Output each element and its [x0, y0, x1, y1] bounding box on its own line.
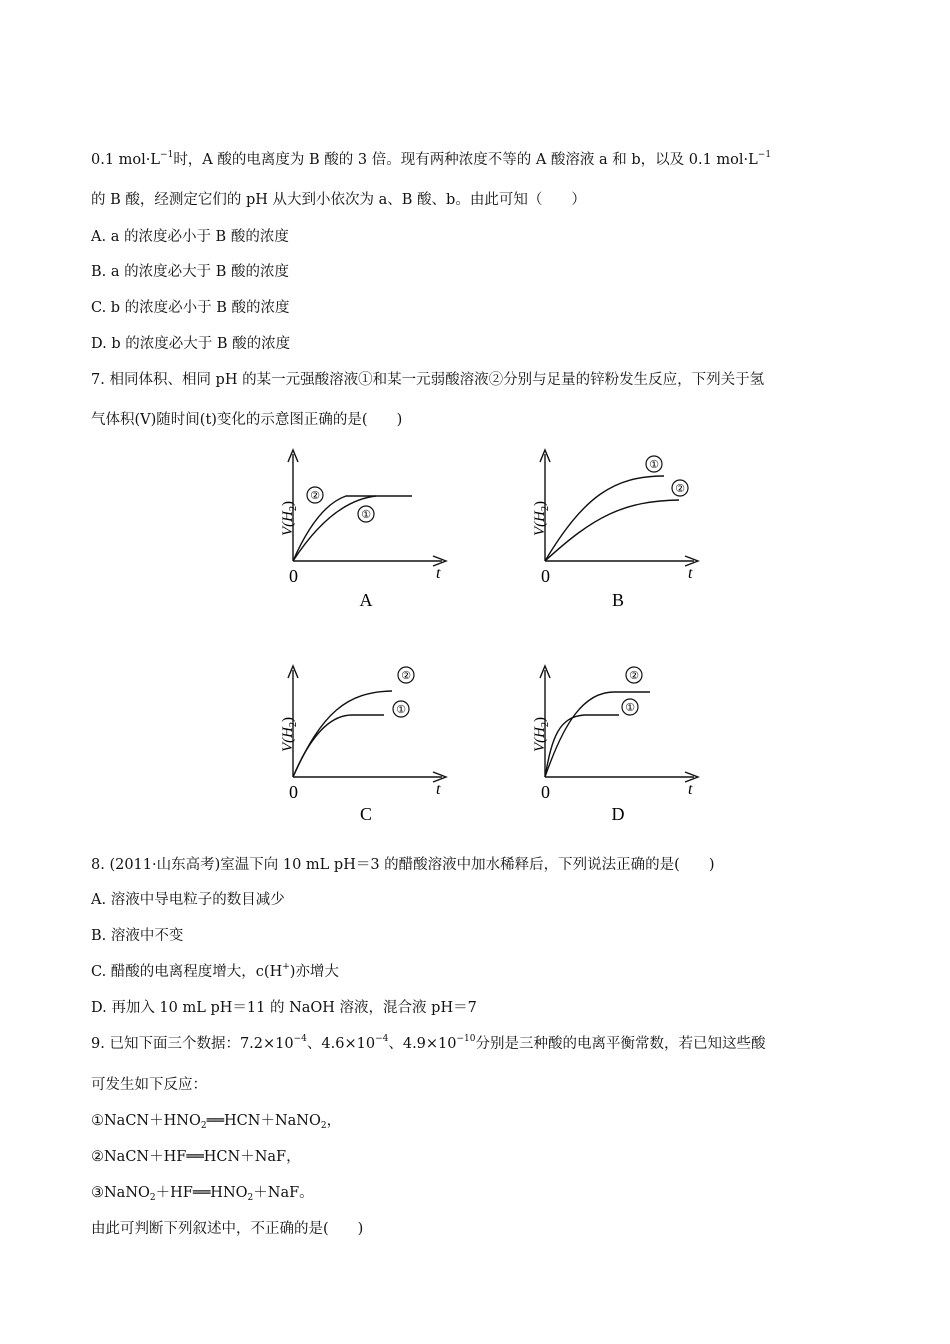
graph-b-origin: 0	[541, 566, 550, 586]
q8-option-b: B. 溶液中不变	[91, 928, 184, 944]
q9-final-question: 由此可判断下列叙述中，不正确的是( )	[91, 1221, 364, 1237]
q7-stem-line-1: 7. 相同体积、相同 pH 的某一元强酸溶液①和某一元弱酸溶液②分别与足量的锌粉发生反应，下列关于氢	[91, 372, 765, 388]
graph-a-label-1: ①	[361, 508, 371, 521]
q6-option-a: A. a 的浓度必小于 B 酸的浓度	[91, 229, 289, 245]
graph-c-title: C	[359, 804, 373, 824]
graph-a	[262, 446, 452, 616]
q6-line-1: 0.1 $mol\cdot L^{-1}$时，A 酸的电离度为 B 酸的 3 倍。现有两种浓度不等的 A 酸溶液 a 和 b，以及 0.1 $mol\cdot L^{-1}$	[91, 150, 772, 168]
graph-d-title: D	[611, 804, 625, 824]
q9-reaction-3: $③NaNO_2+HF══HNO_2+NaF$。	[91, 1185, 314, 1203]
graph-c-curve-1	[293, 715, 384, 777]
graph-d-origin: 0	[541, 782, 550, 802]
graph-a-x-label: t	[436, 565, 441, 582]
graph-c-origin: 0	[289, 782, 298, 802]
q9-reaction-2: ②NaCN＋HF══HCN＋NaF，	[91, 1149, 301, 1165]
graph-d-x-label: t	[688, 781, 693, 798]
graph-c-x-label: t	[436, 781, 441, 798]
graph-d	[514, 662, 704, 832]
graph-c-y-label: $V(H_2)$	[280, 717, 299, 752]
q9-stem-line-2: 可发生如下反应：	[91, 1077, 207, 1093]
graph-b-axes	[540, 450, 698, 566]
q8-option-a: A. 溶液中导电粒子的数目减少	[91, 892, 285, 908]
q6-option-d: D. b 的浓度必大于 B 酸的浓度	[91, 336, 291, 352]
graph-c-label-2: ②	[401, 669, 411, 682]
q8-stem: 8. (2011·山东高考)室温下向 10 mL pH＝3 的醋酸溶液中加水稀释后，下列说法正确的是( )	[91, 857, 715, 873]
graph-a-curve-1	[293, 496, 376, 561]
graph-b-label-2: ②	[675, 482, 685, 495]
graph-a-title: A	[359, 590, 373, 610]
graph-d-curve-1	[545, 715, 619, 777]
graph-a-curve-2	[293, 496, 412, 561]
graph-d-label-1: ①	[625, 701, 635, 714]
graph-d-label-2: ②	[629, 669, 639, 682]
graph-a-y-label: $V(H_2)$	[280, 501, 299, 536]
q9-reaction-1: $①NaCN+HNO_2══HCN+NaNO_2$，	[91, 1113, 342, 1131]
q9-stem-line-1: 9. 已知下面三个数据：$7.2\times 10^{-4}$、$4.6\times 10^{-4}$、$4.9\times 10^{-10}$分别是三种酸的电离平衡常数，若已知这些酸	[91, 1034, 766, 1052]
graph-a-label-2: ②	[310, 489, 320, 502]
graph-b-curve-1	[545, 476, 664, 561]
graph-c-label-1: ①	[396, 703, 406, 716]
q6-line-2: 的 B 酸，经测定它们的 pH 从大到小依次为 a、B 酸、b。由此可知（ ）	[91, 192, 586, 208]
q6-option-b: B. a 的浓度必大于 B 酸的浓度	[91, 264, 290, 280]
q6-option-c: C. b 的浓度必小于 B 酸的浓度	[91, 300, 290, 316]
graph-b	[514, 446, 704, 616]
graph-a-origin: 0	[289, 566, 298, 586]
graph-d-y-label: $V(H_2)$	[532, 717, 551, 752]
graph-b-label-1: ①	[649, 458, 659, 471]
graph-c	[262, 662, 452, 832]
graph-b-title: B	[611, 590, 625, 610]
q8-option-c: C. 醋酸的电离程度增大，c(H+)亦增大	[91, 962, 339, 980]
graph-c-curve-2	[293, 691, 392, 777]
q7-stem-line-2: 气体积(V)随时间(t)变化的示意图正确的是( )	[91, 412, 403, 428]
graph-b-x-label: t	[688, 565, 693, 582]
q8-option-d: D. 再加入 10 mL pH＝11 的 NaOH 溶液，混合液 pH＝7	[91, 1000, 477, 1016]
graph-c-axes	[288, 666, 446, 782]
graph-b-y-label: $V(H_2)$	[532, 501, 551, 536]
